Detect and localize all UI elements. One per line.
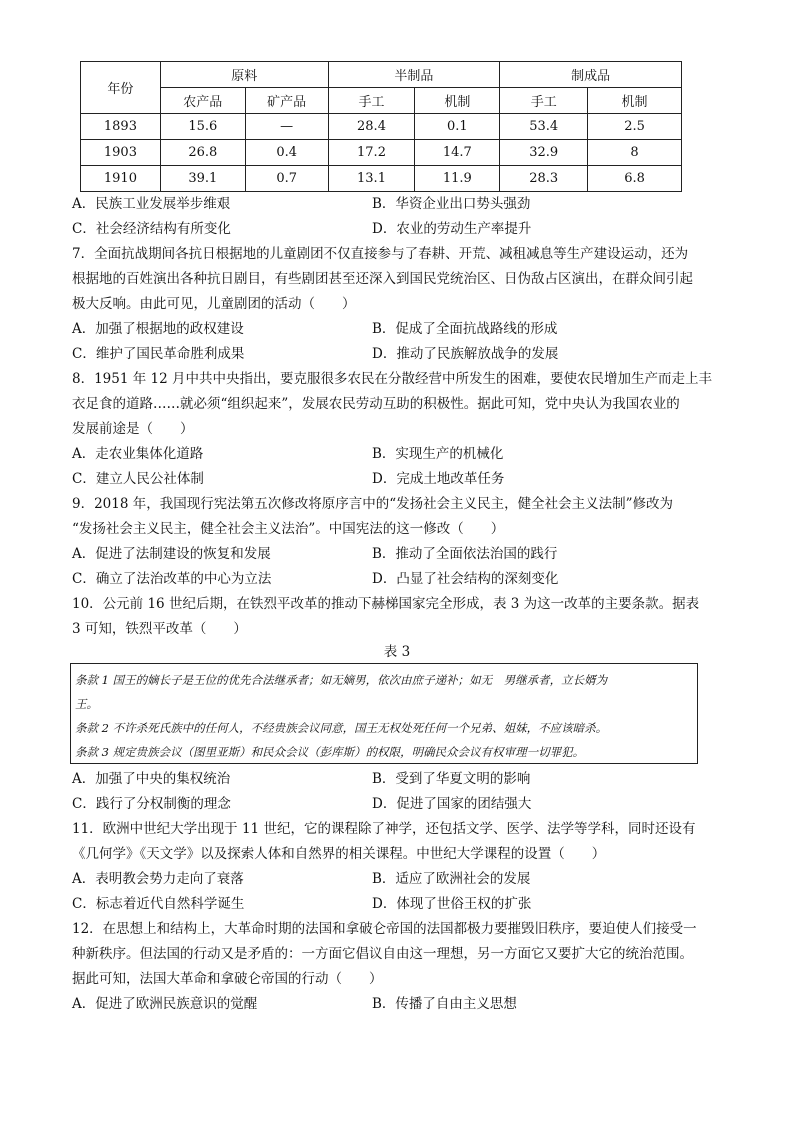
q10-option-a[interactable]: A．加强了中央的集权统治 — [72, 771, 231, 787]
q7-option-a[interactable]: A．加强了根据地的政权建设 — [72, 321, 244, 337]
table-subheader: 农产品 — [160, 88, 245, 114]
table-cell: 2.5 — [588, 114, 682, 140]
table-cell: 0.1 — [415, 114, 500, 140]
table-cell: 17.2 — [328, 140, 415, 166]
table-cell: 0.7 — [245, 166, 328, 192]
q8-option-b[interactable]: B．实现生产的机械化 — [372, 446, 504, 462]
q7-option-b[interactable]: B．促成了全面抗战路线的形成 — [372, 321, 558, 337]
q11-option-d[interactable]: D．体现了世俗王权的扩张 — [372, 896, 532, 912]
q11-stem-line: 《几何学》《天文学》以及探索人体和自然界的相关课程。中世纪大学课程的设置（ ） — [72, 846, 606, 862]
q7-option-c[interactable]: C．维护了国民革命胜利成果 — [72, 346, 245, 362]
q9-option-a[interactable]: A．促进了法制建设的恢复和发展 — [72, 546, 271, 562]
clause-line: 条款 3 规定贵族会议（图里亚斯）和民众会议（彭库斯）的权限，明确民众会议有权审理一切罪犯。 — [75, 745, 585, 759]
table-subheader: 机制 — [588, 88, 682, 114]
table-subheader: 矿产品 — [245, 88, 328, 114]
table-cell: 1910 — [81, 166, 161, 192]
clause-line: 条款 2 不许杀死氏族中的任何人，不经贵族会议同意，国王无权处死任何一个兄弟、姐妹，不应该暗杀。 — [75, 721, 608, 735]
q10-option-d[interactable]: D．促进了国家的团结强大 — [372, 796, 532, 812]
q6-option-d[interactable]: D．农业的劳动生产率提升 — [372, 221, 532, 237]
table-group-semi: 半制品 — [328, 62, 500, 88]
table-row — [81, 166, 682, 192]
q11-option-a[interactable]: A．表明教会势力走向了衰落 — [72, 871, 244, 887]
q6-option-a[interactable]: A．民族工业发展举步维艰 — [72, 196, 231, 212]
q8-stem-line: 发展前途是（ ） — [72, 421, 194, 437]
table-cell: 14.7 — [415, 140, 500, 166]
q12-option-b[interactable]: B．传播了自由主义思想 — [372, 996, 517, 1012]
q6-option-b[interactable]: B．华资企业出口势头强劲 — [372, 196, 531, 212]
trade-structure-table — [80, 61, 682, 192]
q9-stem-line: “发扬社会主义民主，健全社会主义法治”。中国宪法的这一修改（ ） — [72, 521, 505, 537]
table-row — [81, 140, 682, 166]
table-cell: 1903 — [81, 140, 161, 166]
q8-stem-line: 8．1951 年 12 月中共中央指出，要克服很多农民在分散经营中所发生的困难，要使农民增加生产而走上丰 — [72, 371, 712, 387]
q10-option-b[interactable]: B．受到了华夏文明的影响 — [372, 771, 531, 787]
q7-option-d[interactable]: D．推动了民族解放战争的发展 — [372, 346, 559, 362]
q8-option-c[interactable]: C．建立人民公社体制 — [72, 471, 204, 487]
table-cell: 32.9 — [500, 140, 588, 166]
q12-option-a[interactable]: A．促进了欧洲民族意识的觉醒 — [72, 996, 258, 1012]
table-subheader: 手工 — [328, 88, 415, 114]
q12-stem-line: 据此可知，法国大革命和拿破仑帝国的行动（ ） — [72, 971, 383, 987]
q9-stem-line: 9．2018 年，我国现行宪法第五次修改将原序言中的“发扬社会主义民主，健全社会主义法制”修改为 — [72, 496, 674, 512]
q10-stem-line: 3 可知，铁烈平改革（ ） — [72, 621, 247, 637]
table-cell: 0.4 — [245, 140, 328, 166]
table-row — [81, 114, 682, 140]
table-subheader: 手工 — [500, 88, 588, 114]
q8-option-a[interactable]: A．走农业集体化道路 — [72, 446, 204, 462]
table-subheader: 机制 — [415, 88, 500, 114]
q6-option-c[interactable]: C．社会经济结构有所变化 — [72, 221, 231, 237]
table-cell: 6.8 — [588, 166, 682, 192]
q7-stem-line: 极大反响。由此可见，儿童剧团的活动（ ） — [72, 296, 356, 312]
q9-option-c[interactable]: C．确立了法治改革的中心为立法 — [72, 571, 272, 587]
reform-clauses-box — [70, 663, 698, 764]
q12-stem-line: 12．在思想上和结构上，大革命时期的法国和拿破仑帝国的法国都极力要摧毁旧秩序，要迫使人们接受一 — [72, 921, 697, 937]
q10-option-c[interactable]: C．践行了分权制衡的理念 — [72, 796, 231, 812]
q8-stem-line: 衣足食的道路……就必须“组织起来”，发展农民劳动互助的积极性。据此可知，党中央认为我国农业的 — [72, 396, 680, 412]
table-cell: 39.1 — [160, 166, 245, 192]
q11-option-c[interactable]: C．标志着近代自然科学诞生 — [72, 896, 245, 912]
table-cell: 13.1 — [328, 166, 415, 192]
q9-option-d[interactable]: D．凸显了社会结构的深刻变化 — [372, 571, 559, 587]
table-cell: 28.4 — [328, 114, 415, 140]
table-3-caption: 表 3 — [383, 644, 411, 660]
q12-stem-line: 种新秩序。但法国的行动又是矛盾的：一方面它倡议自由这一理想，另一方面它又要扩大它的统治范围。 — [72, 946, 693, 962]
table-header-year: 年份 — [81, 62, 161, 114]
q8-option-d[interactable]: D．完成土地改革任务 — [372, 471, 505, 487]
table-group-raw: 原料 — [160, 62, 328, 88]
clause-line: 王。 — [75, 697, 98, 711]
table-cell: 15.6 — [160, 114, 245, 140]
q10-stem-line: 10．公元前 16 世纪后期，在铁烈平改革的推动下赫梯国家完全形成，表 3 为这一改革的主要条款。据表 — [72, 596, 700, 612]
q7-stem-line: 7．全面抗战期间各抗日根据地的儿童剧团不仅直接参与了春耕、开荒、减租减息等生产建设运动，还为 — [72, 246, 689, 262]
q7-stem-line: 根据地的百姓演出各种抗日剧目，有些剧团甚至还深入到国民党统治区、日伪敌占区演出，在群众间引起 — [72, 271, 693, 287]
table-cell: 8 — [588, 140, 682, 166]
q9-option-b[interactable]: B．推动了全面依法治国的践行 — [372, 546, 558, 562]
table-cell: 53.4 — [500, 114, 588, 140]
table-cell: — — [245, 114, 328, 140]
table-group-finished: 制成品 — [500, 62, 682, 88]
clause-line: 条款 1 国王的嫡长子是王位的优先合法继承者；如无嫡男，依次由庶子递补；如无 男继承者，立长婿为 — [75, 673, 608, 687]
table-cell: 1893 — [81, 114, 161, 140]
table-cell: 28.3 — [500, 166, 588, 192]
q11-stem-line: 11．欧洲中世纪大学出现于 11 世纪，它的课程除了神学，还包括文学、医学、法学等学科，同时还设有 — [72, 821, 696, 837]
q11-option-b[interactable]: B．适应了欧洲社会的发展 — [372, 871, 531, 887]
table-cell: 11.9 — [415, 166, 500, 192]
table-cell: 26.8 — [160, 140, 245, 166]
